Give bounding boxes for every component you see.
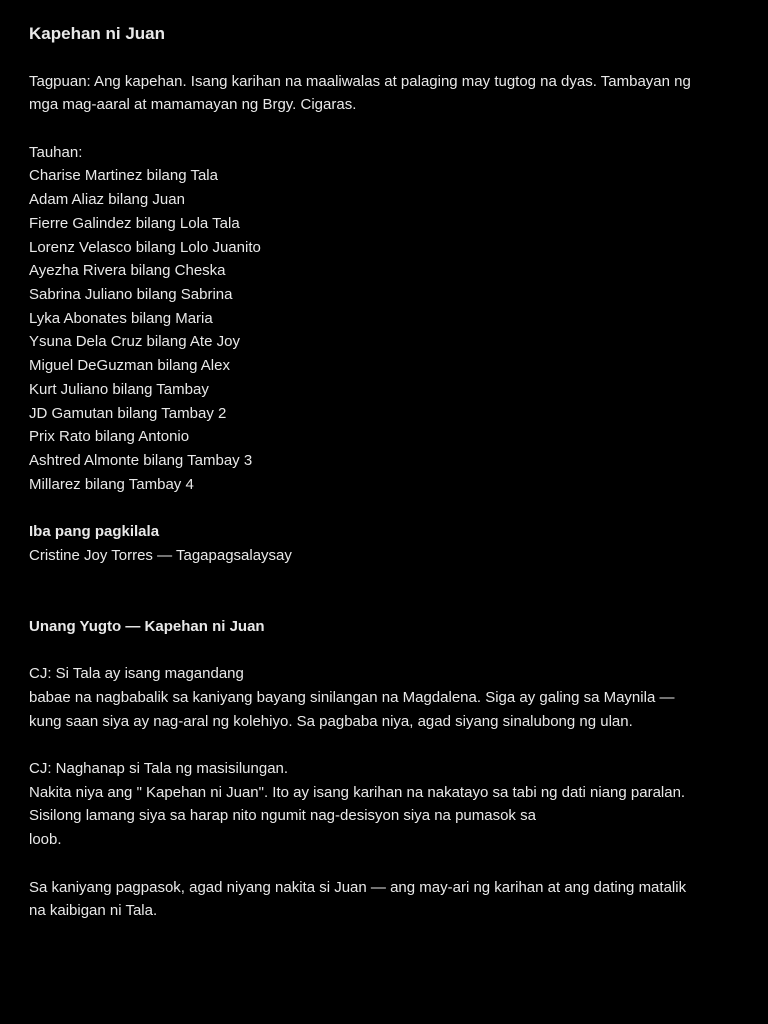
cast-item: Ysuna Dela Cruz bilang Ate Joy	[29, 333, 240, 351]
cast-heading: Tauhan:	[29, 143, 83, 161]
paragraph-line: CJ: Si Tala ay isang magandang	[29, 665, 244, 683]
credits-heading: Iba pang pagkilala	[29, 523, 160, 541]
cast-item: Miguel DeGuzman bilang Alex	[29, 357, 230, 375]
spacer	[29, 117, 739, 141]
cast-item: Ayezha Rivera bilang Cheska	[29, 262, 226, 280]
cast-item: Charise Martinez bilang Tala	[29, 167, 218, 185]
paragraph-line: Sisilong lamang siya sa harap nito ngumit nag-desisyon siya na pumasok sa	[29, 807, 536, 825]
narration-paragraph	[29, 662, 739, 733]
credits-section	[29, 520, 739, 567]
cast-list	[29, 141, 739, 497]
paragraph-line: na kaibigan ni Tala.	[29, 902, 158, 920]
document-body	[29, 22, 739, 923]
cast-item: Ashtred Almonte bilang Tambay 3	[29, 451, 253, 469]
paragraph-line: CJ: Naghanap si Tala ng masisilungan.	[29, 760, 289, 777]
setting-line: Tagpuan: Ang kapehan. Isang karihan na maaliwalas at palaging may tugtog na dyas. Tambayan ng	[29, 72, 691, 90]
narration-paragraph	[29, 757, 739, 852]
cast-item: JD Gamutan bilang Tambay 2	[29, 404, 227, 422]
credits-line: Cristine Joy Torres — Tagapagsalaysay	[29, 546, 292, 564]
spacer	[29, 496, 739, 520]
cast-item: Lorenz Velasco bilang Lolo Juanito	[29, 238, 261, 256]
spacer	[29, 852, 739, 876]
paragraph-line: Nakita niya ang " Kapehan ni Juan". Ito ay isang karihan na nakatayo sa tabi ng dati niang paralan.	[29, 783, 686, 801]
spacer	[29, 733, 739, 757]
spacer	[29, 46, 739, 70]
cast-item: Kurt Juliano bilang Tambay	[29, 380, 209, 398]
paragraph-line: babae na nagbabalik sa kaniyang bayang sinilangan na Magdalena. Siga ay galing sa Maynila —	[29, 688, 675, 706]
paragraph-line: loob.	[29, 831, 62, 849]
act-heading: Unang Yugto — Kapehan ni Juan	[29, 617, 265, 635]
spacer	[29, 639, 739, 663]
cast-item: Lyka Abonates bilang Maria	[29, 309, 213, 327]
paragraph-line: kung saan siya ay nag-aral ng kolehiyo. Sa pagbaba niya, agad siyang sinalubong ng ulan.	[29, 712, 633, 730]
paragraph-line: Sa kaniyang pagpasok, agad niyang nakita si Juan — ang may-ari ng karihan at ang dating matalik	[29, 878, 687, 896]
cast-item: Millarez bilang Tambay 4	[29, 475, 194, 493]
narration-paragraph	[29, 876, 739, 923]
cast-item: Sabrina Juliano bilang Sabrina	[29, 286, 233, 303]
cast-item: Prix Rato bilang Antonio	[29, 428, 190, 446]
document-title: Kapehan ni Juan	[29, 24, 166, 43]
setting-paragraph	[29, 70, 739, 117]
spacer	[29, 567, 739, 614]
cast-item: Fierre Galindez bilang Lola Tala	[29, 214, 240, 232]
setting-line: mga mag-aaral at mamamayan ng Brgy. Cigaras.	[29, 96, 357, 114]
cast-item: Adam Aliaz bilang Juan	[29, 191, 185, 209]
